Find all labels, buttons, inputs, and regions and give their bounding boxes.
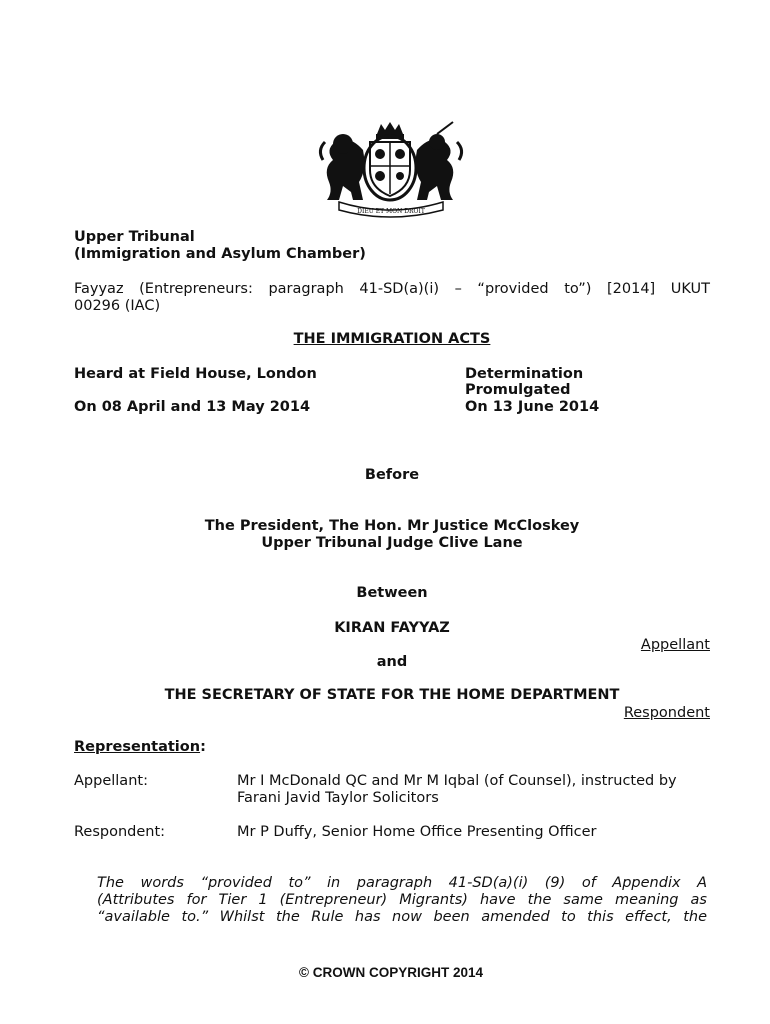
- promulgated-label: Promulgated: [465, 382, 571, 398]
- acts-heading: THE IMMIGRATION ACTS: [293, 331, 491, 347]
- determination-label: Determination: [465, 366, 584, 382]
- before-label: Before: [364, 467, 420, 483]
- appellant-label: Appellant:: [74, 773, 148, 789]
- tribunal-name: Upper Tribunal: [74, 229, 195, 245]
- headnote-line-1: The words “provided to” in paragraph 41-SD(a)(i) (9) of Appendix A: [97, 875, 707, 891]
- between-label: Between: [356, 585, 428, 601]
- representation-heading: [74, 739, 206, 756]
- representation-heading-text: Representation: [74, 739, 201, 755]
- citation-line-1: Fayyaz (Entrepreneurs: paragraph 41-SD(a)(i) – “provided to”) [2014] UKUT: [74, 281, 710, 297]
- judge-1: The President, The Hon. Mr Justice McCloskey: [204, 518, 580, 534]
- headnote-line-2: (Attributes for Tier 1 (Entrepreneur) Migrants) have the same meaning as: [97, 892, 707, 908]
- heard-at: Heard at Field House, London: [74, 366, 317, 382]
- appellant-name: KIRAN FAYYAZ: [334, 620, 450, 636]
- citation-line-2: 00296 (IAC): [74, 298, 161, 314]
- respondent-label: Respondent:: [74, 824, 166, 840]
- judge-2: Upper Tribunal Judge Clive Lane: [261, 535, 523, 551]
- chamber-name: (Immigration and Asylum Chamber): [74, 246, 366, 262]
- royal-coat-of-arms: [313, 120, 468, 220]
- promulgated-on: On 13 June 2014: [465, 399, 600, 415]
- crest-motto: DIEU ET MON DROIT: [357, 208, 425, 215]
- representation-heading-colon: :: [200, 739, 206, 755]
- appellant-counsel-line-1: Mr I McDonald QC and Mr M Iqbal (of Counsel), instructed by: [237, 773, 677, 789]
- coat-of-arms-icon: [313, 120, 468, 220]
- appellant-role: Appellant: [640, 637, 710, 653]
- copyright-footer: © CROWN COPYRIGHT 2014: [299, 965, 483, 980]
- appellant-counsel-line-2: Farani Javid Taylor Solicitors: [237, 790, 439, 806]
- respondent-role: Respondent: [623, 705, 710, 721]
- headnote-line-3: “available to.” Whilst the Rule has now been amended to this effect, the: [97, 909, 707, 925]
- heard-on: On 08 April and 13 May 2014: [74, 399, 311, 415]
- respondent-counsel: Mr P Duffy, Senior Home Office Presenting Officer: [237, 824, 597, 840]
- respondent-name: THE SECRETARY OF STATE FOR THE HOME DEPARTMENT: [164, 687, 620, 703]
- and-label: and: [376, 654, 408, 670]
